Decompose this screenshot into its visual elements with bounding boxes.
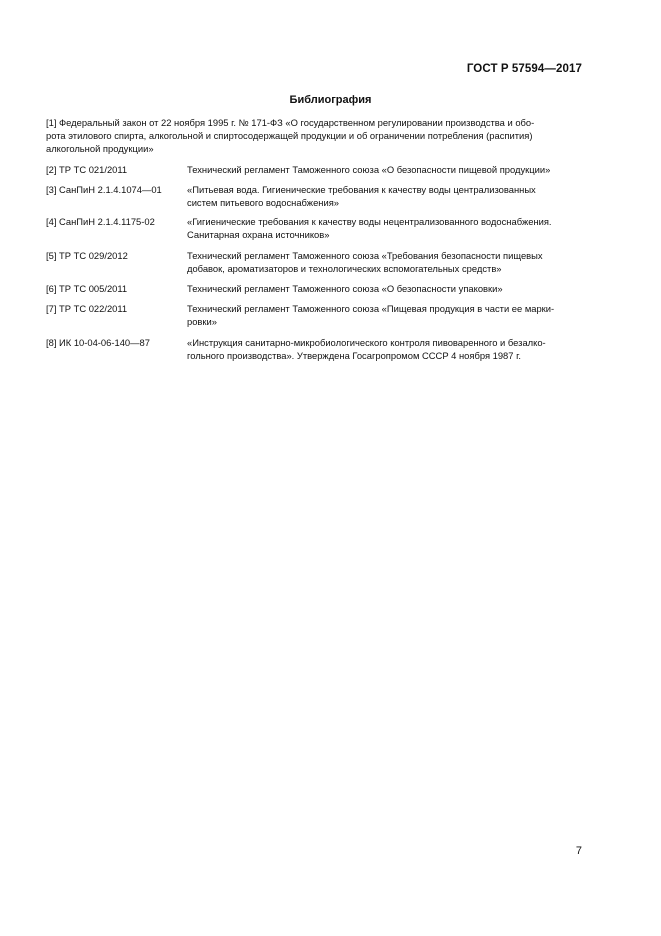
entry-5-line-1: Технический регламент Таможенного союза «Требования безопасности пищевых — [187, 250, 543, 261]
page-number: 7 — [575, 845, 582, 857]
entry-3-text — [187, 183, 586, 209]
entry-8-line-1: «Инструкция санитарно-микробиологического контроля пивоваренного и безалко- — [187, 337, 546, 348]
entry-3-line-2: систем питьевого водоснабжения» — [187, 197, 339, 208]
entry-4-code: [4] СанПиН 2.1.4.1175-02 — [46, 216, 155, 227]
bibliography-title: Библиография — [289, 94, 372, 106]
entry-2-code: [2] ТР ТС 021/2011 — [46, 164, 128, 175]
entry-7-text — [187, 302, 586, 328]
entry-7-code: [7] ТР ТС 022/2011 — [46, 303, 128, 314]
entry-1-line-1: [1] Федеральный закон от 22 ноября 1995 г. № 171-ФЗ «О государственном регулировании производства и обо- — [46, 117, 535, 128]
entry-1-line-2: рота этилового спирта, алкогольной и спиртосодержащей продукции и об ограничении потребления (распития) — [46, 130, 533, 141]
entry-4-line-1: «Гигиенические требования к качеству воды нецентрализованного водоснабжения. — [187, 216, 552, 227]
entry-3-line-1: «Питьевая вода. Гигиенические требования к качеству воды централизованных — [187, 184, 536, 195]
entry-4-text — [187, 215, 586, 241]
entry-5-code: [5] ТР ТС 029/2012 — [46, 250, 128, 261]
entry-5-text — [187, 249, 586, 275]
entry-6-text — [187, 282, 586, 295]
entry-2-text — [187, 163, 586, 176]
document-standard-code: ГОСТ Р 57594—2017 — [466, 63, 582, 75]
entry-7-line-1: Технический регламент Таможенного союза «Пищевая продукция в части ее марки- — [187, 303, 555, 314]
entry-4-line-2: Санитарная охрана источников» — [187, 229, 330, 240]
entry-8-line-2: гольного производства». Утверждена Госагропромом СССР 4 ноября 1987 г. — [187, 350, 521, 361]
entry-8-text — [187, 336, 586, 362]
entry-1-line-3: алкогольной продукции» — [46, 143, 154, 154]
bibliography-entry-1 — [46, 116, 586, 155]
entry-7-line-2: ровки» — [187, 316, 217, 327]
entry-5-line-2: добавок, ароматизаторов и технологических вспомогательных средств» — [187, 263, 502, 274]
entry-8-code: [8] ИК 10-04-06-140—87 — [46, 337, 150, 348]
entry-2-line-1: Технический регламент Таможенного союза «О безопасности пищевой продукции» — [187, 164, 551, 175]
entry-6-code: [6] ТР ТС 005/2011 — [46, 283, 128, 294]
entry-3-code: [3] СанПиН 2.1.4.1074—01 — [46, 184, 162, 195]
entry-6-line-1: Технический регламент Таможенного союза «О безопасности упаковки» — [187, 283, 503, 294]
